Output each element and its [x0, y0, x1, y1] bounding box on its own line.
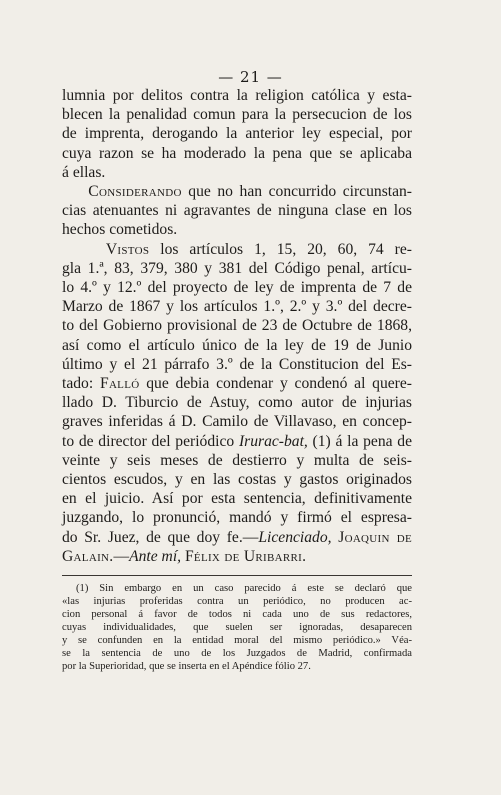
text-fragment: los artículos 1, 15, 20, 60, 74 re-: [160, 240, 412, 258]
lead-word-vistos: Vistos: [105, 240, 150, 258]
text-line: llado D. Tiburcio de Astuy, como autor de injurias: [62, 394, 412, 412]
paragraph-vistos: [62, 240, 412, 259]
footnote-line: «las injurias proferidas contra un periódico, no producen ac-: [62, 596, 412, 607]
text-line: cuya razon se ha moderado la pena que se aplicaba: [62, 144, 412, 162]
text-line-newspaper: [62, 432, 412, 451]
footnote-line: se la sentencia de uno de los Juzgados de Madrid, confirmada: [62, 648, 412, 659]
text-line: á ellas.: [62, 163, 106, 181]
text-line: graves inferidas á D. Camilo de Villavaso, en concep-: [62, 413, 412, 431]
ante-mi: Ante mí,: [129, 547, 182, 565]
clerk-name: Félix de Uribarri.: [184, 547, 307, 565]
lead-word-considerando: Considerando: [88, 183, 182, 201]
text-line: juzgando, lo pronunció, mandó y firmó el espresa-: [62, 509, 412, 527]
footnote-reference: (1) á la pena de: [312, 432, 412, 450]
text-line-closing: Galain.—Ante mí, Félix de Uribarri.: [62, 547, 307, 565]
text-line: cientos escudos, y en las costas y gastos originados: [62, 471, 412, 489]
text-line: lumnia por delitos contra la religion católica y esta-: [62, 87, 412, 104]
page-number: — 21 —: [218, 68, 283, 86]
text-line: así como el artículo único de la ley de 19 de Junio: [62, 336, 412, 354]
footnote-line: cuyas individualidades, que suelen ser ignoradas, desaparecen: [62, 622, 412, 633]
text-line: Marzo de 1867 y los artículos 1.º, 2.º y 3.º del decre-: [62, 298, 412, 316]
text-fragment: to de director del periódico: [62, 432, 235, 450]
text-line-fallo: [62, 374, 412, 393]
text-line: to del Gobierno provisional de 23 de Octubre de 1868,: [62, 317, 412, 335]
text-fragment: do Sr. Juez, de que doy fe.—: [62, 528, 259, 546]
paragraph-considerando: [62, 182, 412, 201]
footnote-line: cion personal á favor de todos ni cada uno de sus redactores,: [62, 609, 412, 620]
footnote-divider: [62, 575, 412, 576]
text-fragment: que no han concurrido circunstan-: [188, 183, 412, 201]
footnote-line: (1) Sin embargo en un caso parecido á este se declaró que: [76, 583, 412, 594]
lead-word-fallo: Falló: [99, 375, 140, 393]
judge-name: Joaquin de: [338, 528, 412, 546]
judge-surname: Galain.: [62, 547, 114, 565]
text-line: veinte y seis meses de destierro y multa de seis-: [62, 451, 412, 469]
footnote-line: y se confunden en la entidad moral del mismo periódico.» Véa-: [62, 635, 412, 646]
text-line: último y el 21 párrafo 3.º de la Constitucion del Es-: [62, 355, 412, 373]
newspaper-title: Irurac-bat,: [238, 432, 308, 450]
text-line: en el juicio. Así por esta sentencia, definitivamente: [62, 490, 412, 508]
text-line: blecen la penalidad comun para la persecucion de los: [62, 106, 412, 124]
footnote-line: por la Superioridad, que se inserta en el Apéndice fólio 27.: [62, 661, 311, 672]
footnote: [62, 582, 412, 673]
text-line: hechos cometidos.: [62, 221, 178, 239]
title-licenciado: Licenciado,: [258, 528, 332, 546]
text-line-signature: [62, 528, 412, 547]
text-line: cias atenuantes ni agravantes de ninguna clase en los: [62, 202, 412, 220]
text-fragment: que debia condenar y condenó al quere-: [146, 375, 412, 393]
text-fragment: tado:: [62, 375, 94, 393]
body-text: [62, 86, 412, 566]
text-line: de imprenta, derogando la anterior ley especial, por: [62, 125, 412, 143]
text-line: gla 1.ª, 83, 379, 380 y 381 del Código penal, artícu-: [62, 259, 412, 277]
text-line: lo 4.º y 12.º del proyecto de ley de imprenta de 7 de: [62, 279, 412, 297]
